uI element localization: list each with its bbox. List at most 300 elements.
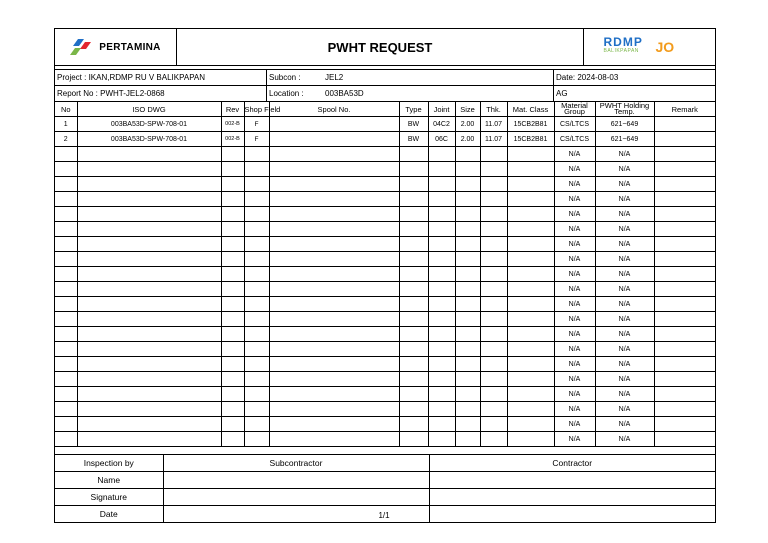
table-row xyxy=(55,402,715,417)
jo-wordmark: JO xyxy=(655,39,675,55)
cell-type xyxy=(399,237,428,252)
cell-iso-dwg xyxy=(77,387,221,402)
name-label: Name xyxy=(55,472,163,489)
cell-remark xyxy=(654,297,715,312)
pertamina-wordmark: PERTAMINA xyxy=(99,41,161,53)
cell-spool-no xyxy=(269,267,399,282)
cell-remark xyxy=(654,327,715,342)
cell-iso-dwg: 003BA53D-SPW-708-01 xyxy=(77,117,221,132)
cell-pwht-temp: N/A xyxy=(595,222,654,237)
cell-remark xyxy=(654,402,715,417)
cell-no xyxy=(55,342,77,357)
cell-material-group: N/A xyxy=(554,297,595,312)
cell-pwht-temp: N/A xyxy=(595,387,654,402)
contractor-name-cell xyxy=(429,472,715,489)
cell-rev: 002-B xyxy=(221,132,244,147)
cell-spool-no xyxy=(269,252,399,267)
cell-joint xyxy=(428,267,455,282)
cell-rev xyxy=(221,252,244,267)
header-size: Size xyxy=(455,102,480,117)
cell-thk xyxy=(480,387,507,402)
cell-material-group: N/A xyxy=(554,372,595,387)
cell-type xyxy=(399,147,428,162)
header-shop-field: Shop Field xyxy=(244,102,269,117)
cell-no xyxy=(55,357,77,372)
cell-size xyxy=(455,312,480,327)
cell-no xyxy=(55,402,77,417)
cell-mat-class xyxy=(507,147,554,162)
cell-size xyxy=(455,192,480,207)
cell-mat-class xyxy=(507,342,554,357)
cell-rev xyxy=(221,387,244,402)
cell-mat-class xyxy=(507,327,554,342)
cell-remark xyxy=(654,162,715,177)
cell-iso-dwg xyxy=(77,282,221,297)
cell-thk xyxy=(480,162,507,177)
inspection-by-label: Inspection by xyxy=(55,455,163,472)
header-iso-dwg: ISO DWG xyxy=(77,102,221,117)
cell-remark xyxy=(654,147,715,162)
cell-shop-field xyxy=(244,387,269,402)
form-title: PWHT REQUEST xyxy=(327,39,433,55)
cell-type xyxy=(399,327,428,342)
cell-iso-dwg xyxy=(77,177,221,192)
cell-spool-no xyxy=(269,177,399,192)
cell-mat-class xyxy=(507,192,554,207)
cell-type xyxy=(399,417,428,432)
table-row xyxy=(55,237,715,252)
cell-shop-field: F xyxy=(244,132,269,147)
cell-iso-dwg xyxy=(77,192,221,207)
cell-iso-dwg xyxy=(77,252,221,267)
subcon-field xyxy=(267,70,554,85)
signature-row-name xyxy=(55,472,715,489)
pwht-request-form xyxy=(54,28,716,523)
cell-pwht-temp: N/A xyxy=(595,432,654,447)
cell-remark xyxy=(654,417,715,432)
cell-rev xyxy=(221,282,244,297)
header-type: Type xyxy=(399,102,428,117)
cell-remark xyxy=(654,372,715,387)
cell-size xyxy=(455,417,480,432)
table-row xyxy=(55,432,715,447)
table-row xyxy=(55,162,715,177)
cell-shop-field xyxy=(244,342,269,357)
cell-shop-field xyxy=(244,372,269,387)
table-row xyxy=(55,327,715,342)
cell-iso-dwg xyxy=(77,432,221,447)
cell-thk xyxy=(480,147,507,162)
table-row xyxy=(55,222,715,237)
cell-shop-field xyxy=(244,207,269,222)
cell-shop-field xyxy=(244,282,269,297)
cell-pwht-temp: N/A xyxy=(595,147,654,162)
cell-thk xyxy=(480,207,507,222)
cell-spool-no xyxy=(269,372,399,387)
cell-no: 2 xyxy=(55,132,77,147)
form-header xyxy=(55,29,715,66)
cell-iso-dwg xyxy=(77,417,221,432)
cell-type: BW xyxy=(399,117,428,132)
header-joint: Joint xyxy=(428,102,455,117)
cell-size xyxy=(455,162,480,177)
cell-iso-dwg xyxy=(77,297,221,312)
cell-remark xyxy=(654,177,715,192)
cell-spool-no xyxy=(269,282,399,297)
table-row xyxy=(55,417,715,432)
header-remark: Remark xyxy=(654,102,715,117)
cell-joint xyxy=(428,252,455,267)
cell-spool-no xyxy=(269,132,399,147)
cell-pwht-temp: 621~649 xyxy=(595,117,654,132)
cell-remark xyxy=(654,342,715,357)
cell-pwht-temp: N/A xyxy=(595,282,654,297)
project-field: Project : IKAN,RDMP RU V BALIKPAPAN xyxy=(55,70,267,85)
cell-size xyxy=(455,282,480,297)
cell-size xyxy=(455,357,480,372)
cell-remark xyxy=(654,357,715,372)
cell-thk xyxy=(480,282,507,297)
header-rev: Rev xyxy=(221,102,244,117)
cell-iso-dwg xyxy=(77,162,221,177)
cell-thk: 11.07 xyxy=(480,117,507,132)
cell-material-group: N/A xyxy=(554,207,595,222)
cell-pwht-temp: N/A xyxy=(595,237,654,252)
cell-rev xyxy=(221,327,244,342)
cell-joint: 06C xyxy=(428,132,455,147)
cell-type xyxy=(399,252,428,267)
cell-shop-field xyxy=(244,417,269,432)
cell-no xyxy=(55,192,77,207)
cell-mat-class: 15CB2B81 xyxy=(507,132,554,147)
cell-pwht-temp: N/A xyxy=(595,357,654,372)
cell-shop-field: F xyxy=(244,117,269,132)
rdmp-wordmark: RDMP xyxy=(603,35,643,49)
cell-rev xyxy=(221,417,244,432)
cell-pwht-temp: N/A xyxy=(595,267,654,282)
cell-material-group: CS/LTCS xyxy=(554,132,595,147)
cell-iso-dwg xyxy=(77,147,221,162)
location-value: 003BA53D xyxy=(325,89,364,98)
cell-size xyxy=(455,402,480,417)
cell-spool-no xyxy=(269,402,399,417)
cell-iso-dwg xyxy=(77,372,221,387)
cell-spool-no xyxy=(269,147,399,162)
header-pwht-temp: PWHT Holding Temp. xyxy=(595,102,654,117)
cell-thk: 11.07 xyxy=(480,132,507,147)
cell-joint xyxy=(428,342,455,357)
cell-thk xyxy=(480,432,507,447)
cell-thk xyxy=(480,357,507,372)
cell-type xyxy=(399,297,428,312)
cell-iso-dwg xyxy=(77,327,221,342)
cell-material-group: N/A xyxy=(554,237,595,252)
cell-type xyxy=(399,387,428,402)
table-row xyxy=(55,372,715,387)
cell-material-group: N/A xyxy=(554,282,595,297)
cell-type xyxy=(399,207,428,222)
cell-shop-field xyxy=(244,177,269,192)
table-row xyxy=(55,267,715,282)
pertamina-logo xyxy=(55,29,177,65)
cell-type xyxy=(399,192,428,207)
header-thk: Thk. xyxy=(480,102,507,117)
cell-no xyxy=(55,417,77,432)
cell-pwht-temp: N/A xyxy=(595,402,654,417)
cell-joint xyxy=(428,312,455,327)
cell-mat-class xyxy=(507,162,554,177)
cell-type xyxy=(399,372,428,387)
cell-shop-field xyxy=(244,312,269,327)
cell-pwht-temp: 621~649 xyxy=(595,132,654,147)
cell-material-group: N/A xyxy=(554,252,595,267)
cell-joint xyxy=(428,297,455,312)
cell-thk xyxy=(480,192,507,207)
cell-pwht-temp: N/A xyxy=(595,192,654,207)
cell-thk xyxy=(480,327,507,342)
cell-spool-no xyxy=(269,162,399,177)
location-field xyxy=(267,86,554,101)
cell-joint xyxy=(428,432,455,447)
cell-mat-class xyxy=(507,357,554,372)
cell-mat-class xyxy=(507,297,554,312)
header-spool-no: Spool No. xyxy=(269,102,399,117)
subcon-value: JEL2 xyxy=(325,73,344,82)
cell-spool-no xyxy=(269,297,399,312)
cell-remark xyxy=(654,192,715,207)
cell-remark xyxy=(654,282,715,297)
table-row xyxy=(55,192,715,207)
cell-no xyxy=(55,327,77,342)
cell-iso-dwg xyxy=(77,402,221,417)
cell-thk xyxy=(480,252,507,267)
cell-remark xyxy=(654,312,715,327)
cell-no xyxy=(55,282,77,297)
table-row xyxy=(55,252,715,267)
cell-material-group: N/A xyxy=(554,267,595,282)
cell-shop-field xyxy=(244,357,269,372)
cell-joint xyxy=(428,147,455,162)
cell-rev xyxy=(221,162,244,177)
cell-spool-no xyxy=(269,207,399,222)
cell-size xyxy=(455,432,480,447)
table-row xyxy=(55,297,715,312)
cell-joint xyxy=(428,387,455,402)
cell-thk xyxy=(480,312,507,327)
cell-no xyxy=(55,297,77,312)
cell-material-group: N/A xyxy=(554,222,595,237)
rdmp-jo-logo xyxy=(583,29,715,65)
cell-thk xyxy=(480,267,507,282)
cell-type xyxy=(399,402,428,417)
table-row xyxy=(55,132,715,147)
cell-material-group: N/A xyxy=(554,432,595,447)
cell-mat-class xyxy=(507,312,554,327)
cell-joint xyxy=(428,192,455,207)
cell-mat-class xyxy=(507,387,554,402)
cell-iso-dwg xyxy=(77,222,221,237)
cell-shop-field xyxy=(244,327,269,342)
cell-remark xyxy=(654,117,715,132)
cell-size xyxy=(455,147,480,162)
cell-pwht-temp: N/A xyxy=(595,207,654,222)
cell-spool-no xyxy=(269,342,399,357)
header-mat-class: Mat. Class xyxy=(507,102,554,117)
cell-no xyxy=(55,222,77,237)
cell-remark xyxy=(654,432,715,447)
info-row-2 xyxy=(55,86,715,102)
cell-rev xyxy=(221,237,244,252)
cell-remark xyxy=(654,132,715,147)
cell-mat-class xyxy=(507,267,554,282)
cell-spool-no xyxy=(269,387,399,402)
cell-material-group: CS/LTCS xyxy=(554,117,595,132)
cell-rev xyxy=(221,372,244,387)
cell-mat-class xyxy=(507,252,554,267)
cell-iso-dwg xyxy=(77,267,221,282)
cell-shop-field xyxy=(244,192,269,207)
page-number: 1/1 xyxy=(378,511,390,520)
cell-rev xyxy=(221,192,244,207)
cell-joint xyxy=(428,282,455,297)
cell-size xyxy=(455,267,480,282)
contractor-signature-cell xyxy=(429,489,715,506)
cell-type xyxy=(399,177,428,192)
cell-material-group: N/A xyxy=(554,327,595,342)
cell-pwht-temp: N/A xyxy=(595,252,654,267)
cell-mat-class xyxy=(507,417,554,432)
cell-no xyxy=(55,177,77,192)
cell-type: BW xyxy=(399,132,428,147)
table-row xyxy=(55,312,715,327)
cell-type xyxy=(399,312,428,327)
cell-joint xyxy=(428,417,455,432)
cell-rev xyxy=(221,357,244,372)
cell-remark xyxy=(654,237,715,252)
cell-no xyxy=(55,267,77,282)
cell-rev xyxy=(221,177,244,192)
cell-iso-dwg xyxy=(77,342,221,357)
cell-size xyxy=(455,297,480,312)
cell-pwht-temp: N/A xyxy=(595,312,654,327)
cell-size xyxy=(455,342,480,357)
cell-rev: 002-B xyxy=(221,117,244,132)
cell-size xyxy=(455,252,480,267)
cell-mat-class xyxy=(507,237,554,252)
table-row xyxy=(55,177,715,192)
cell-size: 2.00 xyxy=(455,117,480,132)
cell-spool-no xyxy=(269,327,399,342)
cell-joint xyxy=(428,402,455,417)
cell-remark xyxy=(654,222,715,237)
cell-mat-class xyxy=(507,402,554,417)
cell-type xyxy=(399,162,428,177)
ag-field: AG xyxy=(556,89,568,98)
cell-spool-no xyxy=(269,117,399,132)
table-row xyxy=(55,342,715,357)
cell-type xyxy=(399,342,428,357)
cell-rev xyxy=(221,222,244,237)
contractor-label: Contractor xyxy=(429,455,715,472)
cell-no xyxy=(55,432,77,447)
cell-no xyxy=(55,252,77,267)
report-no-field: Report No : PWHT-JEL2-0868 xyxy=(55,86,267,101)
cell-material-group: N/A xyxy=(554,402,595,417)
cell-material-group: N/A xyxy=(554,342,595,357)
pwht-table xyxy=(55,102,715,447)
cell-thk xyxy=(480,297,507,312)
cell-thk xyxy=(480,237,507,252)
cell-rev xyxy=(221,342,244,357)
info-row-1 xyxy=(55,70,715,86)
cell-type xyxy=(399,357,428,372)
cell-spool-no xyxy=(269,237,399,252)
cell-joint xyxy=(428,327,455,342)
cell-no: 1 xyxy=(55,117,77,132)
cell-remark xyxy=(654,267,715,282)
cell-rev xyxy=(221,312,244,327)
cell-material-group: N/A xyxy=(554,162,595,177)
cell-rev xyxy=(221,267,244,282)
cell-pwht-temp: N/A xyxy=(595,372,654,387)
cell-rev xyxy=(221,297,244,312)
cell-iso-dwg: 003BA53D-SPW-708-01 xyxy=(77,132,221,147)
cell-material-group: N/A xyxy=(554,192,595,207)
table-footer-gap xyxy=(55,447,715,455)
cell-type xyxy=(399,282,428,297)
cell-iso-dwg xyxy=(77,237,221,252)
cell-joint: 04C2 xyxy=(428,117,455,132)
cell-shop-field xyxy=(244,147,269,162)
cell-material-group: N/A xyxy=(554,147,595,162)
cell-mat-class xyxy=(507,222,554,237)
table-row xyxy=(55,387,715,402)
cell-material-group: N/A xyxy=(554,417,595,432)
cell-joint xyxy=(428,237,455,252)
cell-rev xyxy=(221,207,244,222)
balikpapan-wordmark: BALIKPAPAN xyxy=(603,48,639,54)
cell-iso-dwg xyxy=(77,207,221,222)
cell-thk xyxy=(480,417,507,432)
table-row xyxy=(55,282,715,297)
cell-joint xyxy=(428,372,455,387)
cell-thk xyxy=(480,372,507,387)
cell-joint xyxy=(428,162,455,177)
subcontractor-label: Subcontractor xyxy=(163,455,429,472)
subcon-label: Subcon : xyxy=(269,73,301,82)
cell-joint xyxy=(428,177,455,192)
signature-label: Signature xyxy=(55,489,163,506)
cell-rev xyxy=(221,147,244,162)
signature-row-signature xyxy=(55,489,715,506)
cell-size xyxy=(455,372,480,387)
cell-material-group: N/A xyxy=(554,387,595,402)
cell-pwht-temp: N/A xyxy=(595,417,654,432)
header-material-group: Material Group xyxy=(554,102,595,117)
cell-shop-field xyxy=(244,267,269,282)
cell-thk xyxy=(480,402,507,417)
cell-size xyxy=(455,207,480,222)
cell-no xyxy=(55,207,77,222)
header-no: No xyxy=(55,102,77,117)
cell-no xyxy=(55,387,77,402)
cell-mat-class: 15CB2B81 xyxy=(507,117,554,132)
cell-joint xyxy=(428,357,455,372)
cell-remark xyxy=(654,207,715,222)
cell-type xyxy=(399,267,428,282)
cell-mat-class xyxy=(507,282,554,297)
subcontractor-name-cell xyxy=(163,472,429,489)
